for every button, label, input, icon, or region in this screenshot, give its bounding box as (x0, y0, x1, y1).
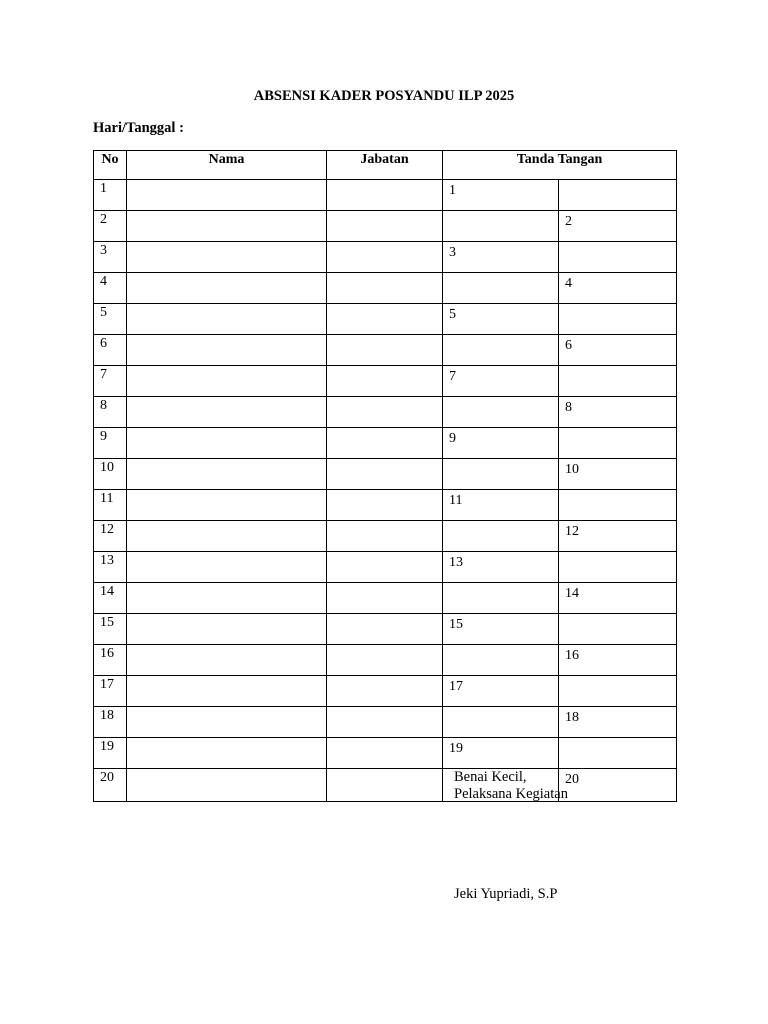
cell-jabatan (327, 769, 443, 802)
cell-jabatan (327, 242, 443, 273)
cell-nama (127, 707, 327, 738)
cell-signature-right (559, 428, 677, 459)
cell-signature-left: 1 (443, 180, 559, 211)
cell-nama (127, 211, 327, 242)
table-row (94, 242, 677, 273)
cell-jabatan (327, 583, 443, 614)
attendance-table (93, 150, 677, 802)
cell-signature-left (443, 397, 559, 428)
cell-no: 11 (94, 490, 127, 521)
table-row (94, 707, 677, 738)
cell-no: 14 (94, 583, 127, 614)
header-nama: Nama (127, 151, 327, 180)
cell-signature-left (443, 459, 559, 490)
cell-jabatan (327, 645, 443, 676)
cell-signature-right: 20 (559, 769, 677, 802)
cell-jabatan (327, 335, 443, 366)
cell-no: 2 (94, 211, 127, 242)
table-row (94, 366, 677, 397)
table-row (94, 583, 677, 614)
table-row (94, 676, 677, 707)
cell-nama (127, 676, 327, 707)
cell-signature-left (443, 707, 559, 738)
cell-jabatan (327, 490, 443, 521)
cell-nama (127, 366, 327, 397)
cell-jabatan (327, 366, 443, 397)
cell-jabatan (327, 676, 443, 707)
table-row (94, 738, 677, 769)
table-row (94, 521, 677, 552)
cell-no: 1 (94, 180, 127, 211)
cell-no: 10 (94, 459, 127, 490)
table-header-row (94, 151, 677, 180)
cell-signature-left: 5 (443, 304, 559, 335)
cell-no: 7 (94, 366, 127, 397)
cell-jabatan (327, 738, 443, 769)
cell-no: 19 (94, 738, 127, 769)
cell-signature-left (443, 273, 559, 304)
document-title: ABSENSI KADER POSYANDU ILP 2025 (253, 88, 515, 104)
cell-no: 20 (94, 769, 127, 802)
cell-signature-left (443, 521, 559, 552)
cell-signature-right: 4 (559, 273, 677, 304)
cell-nama (127, 397, 327, 428)
signature-block (454, 769, 568, 803)
cell-no: 13 (94, 552, 127, 583)
cell-signature-right: 14 (559, 583, 677, 614)
cell-signature-right (559, 738, 677, 769)
cell-nama (127, 645, 327, 676)
header-jabatan: Jabatan (327, 151, 443, 180)
cell-signature-right: 8 (559, 397, 677, 428)
cell-signature-left: 13 (443, 552, 559, 583)
cell-nama (127, 614, 327, 645)
cell-no: 18 (94, 707, 127, 738)
table-row (94, 769, 677, 802)
cell-signature-right: 12 (559, 521, 677, 552)
table-row (94, 273, 677, 304)
cell-no: 12 (94, 521, 127, 552)
cell-no: 9 (94, 428, 127, 459)
cell-signature-right: 16 (559, 645, 677, 676)
cell-nama (127, 583, 327, 614)
header-no: No (94, 151, 127, 180)
cell-jabatan (327, 397, 443, 428)
table-row (94, 490, 677, 521)
cell-no: 8 (94, 397, 127, 428)
table-row (94, 211, 677, 242)
cell-jabatan (327, 459, 443, 490)
table-row (94, 397, 677, 428)
header-tanda-tangan: Tanda Tangan (443, 151, 677, 180)
table-row (94, 180, 677, 211)
cell-jabatan (327, 521, 443, 552)
cell-nama (127, 428, 327, 459)
signature-role: Pelaksana Kegiatan (454, 786, 568, 802)
cell-nama (127, 521, 327, 552)
table-row (94, 614, 677, 645)
cell-jabatan (327, 707, 443, 738)
cell-signature-left (443, 335, 559, 366)
cell-nama (127, 304, 327, 335)
table-row (94, 428, 677, 459)
table-row (94, 304, 677, 335)
cell-signature-left (443, 645, 559, 676)
cell-no: 4 (94, 273, 127, 304)
cell-signature-right (559, 614, 677, 645)
cell-nama (127, 552, 327, 583)
cell-no: 16 (94, 645, 127, 676)
cell-signature-left (443, 583, 559, 614)
cell-no: 5 (94, 304, 127, 335)
cell-jabatan (327, 552, 443, 583)
cell-signature-right (559, 180, 677, 211)
cell-no: 15 (94, 614, 127, 645)
cell-signature-left: 3 (443, 242, 559, 273)
cell-signature-right: 2 (559, 211, 677, 242)
cell-signature-left: 19 (443, 738, 559, 769)
cell-signature-right (559, 676, 677, 707)
cell-signature-left: 11 (443, 490, 559, 521)
cell-no: 17 (94, 676, 127, 707)
cell-nama (127, 273, 327, 304)
cell-signature-right: 10 (559, 459, 677, 490)
cell-signature-left: 9 (443, 428, 559, 459)
cell-signature-right (559, 366, 677, 397)
cell-signature-left: 7 (443, 366, 559, 397)
cell-nama (127, 459, 327, 490)
cell-nama (127, 490, 327, 521)
table-row (94, 645, 677, 676)
table-body (94, 180, 677, 802)
table-row (94, 552, 677, 583)
signer-name: Jeki Yupriadi, S.P (454, 886, 558, 902)
cell-jabatan (327, 304, 443, 335)
cell-signature-left (443, 211, 559, 242)
cell-signature-left: 15 (443, 614, 559, 645)
cell-signature-right (559, 490, 677, 521)
date-label: Hari/Tanggal : (93, 120, 184, 136)
cell-signature-right (559, 304, 677, 335)
cell-nama (127, 335, 327, 366)
signature-place: Benai Kecil, (454, 769, 527, 785)
cell-jabatan (327, 180, 443, 211)
table-row (94, 459, 677, 490)
cell-nama (127, 242, 327, 273)
cell-signature-right (559, 552, 677, 583)
cell-no: 3 (94, 242, 127, 273)
cell-nama (127, 180, 327, 211)
cell-nama (127, 769, 327, 802)
cell-no: 6 (94, 335, 127, 366)
cell-signature-right: 18 (559, 707, 677, 738)
cell-jabatan (327, 273, 443, 304)
cell-signature-left: 17 (443, 676, 559, 707)
cell-signature-right (559, 242, 677, 273)
table-row (94, 335, 677, 366)
cell-signature-right: 6 (559, 335, 677, 366)
cell-jabatan (327, 614, 443, 645)
cell-nama (127, 738, 327, 769)
cell-jabatan (327, 428, 443, 459)
cell-jabatan (327, 211, 443, 242)
